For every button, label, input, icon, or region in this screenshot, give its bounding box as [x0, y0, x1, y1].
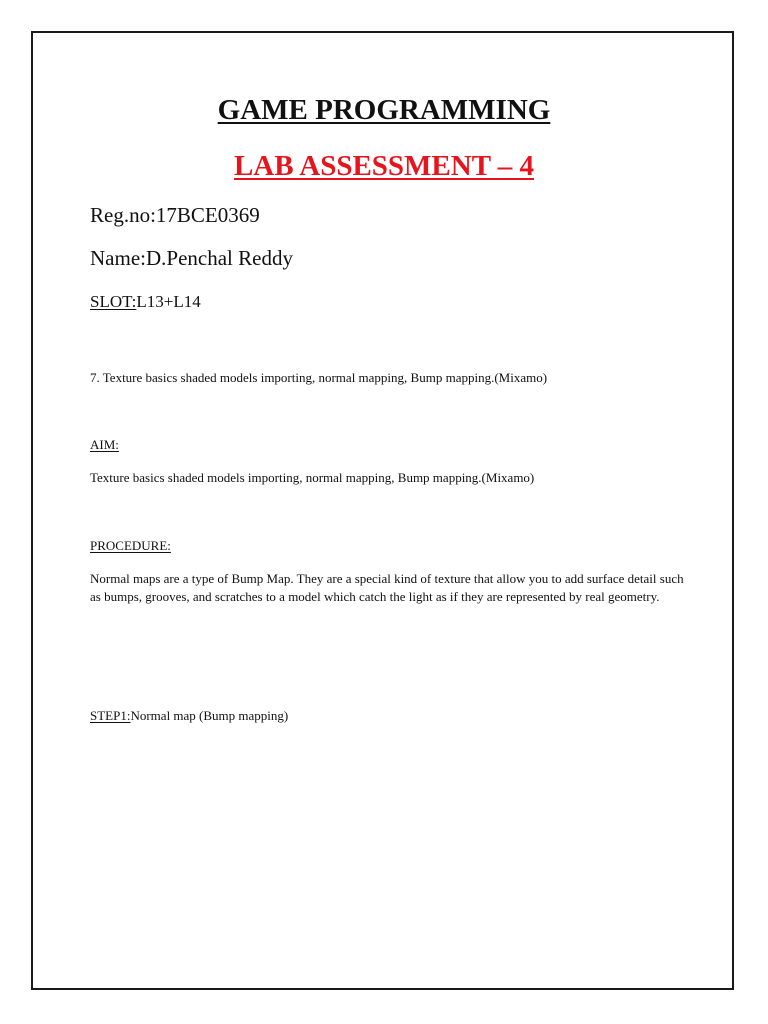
step1-line	[90, 708, 288, 724]
procedure-heading: PROCEDURE:	[90, 538, 171, 553]
aim-heading: AIM:	[90, 437, 119, 452]
slot-label: SLOT:	[90, 292, 137, 311]
experiment-title: 7. Texture basics shaded models importing, normal mapping, Bump mapping.(Mixamo)	[90, 370, 548, 385]
reg-no: Reg.no:17BCE0369	[90, 203, 260, 227]
document-title: GAME PROGRAMMING	[217, 94, 551, 126]
document-subtitle: LAB ASSESSMENT – 4	[233, 150, 535, 182]
procedure-text: Normal maps are a type of Bump Map. They are a special kind of texture that allow you to add surface detail such as bumps, grooves, and scratches to a model which catch the light as if they are represented by real geometry.	[90, 571, 684, 604]
slot-value: L13+L14	[136, 292, 201, 311]
step1-text: Normal map (Bump mapping)	[130, 708, 289, 723]
student-name: Name:D.Penchal Reddy	[90, 246, 293, 270]
step1-label: STEP1:	[90, 708, 131, 723]
slot-line	[90, 292, 201, 312]
aim-text: Texture basics shaded models importing, normal mapping, Bump mapping.(Mixamo)	[90, 470, 535, 485]
